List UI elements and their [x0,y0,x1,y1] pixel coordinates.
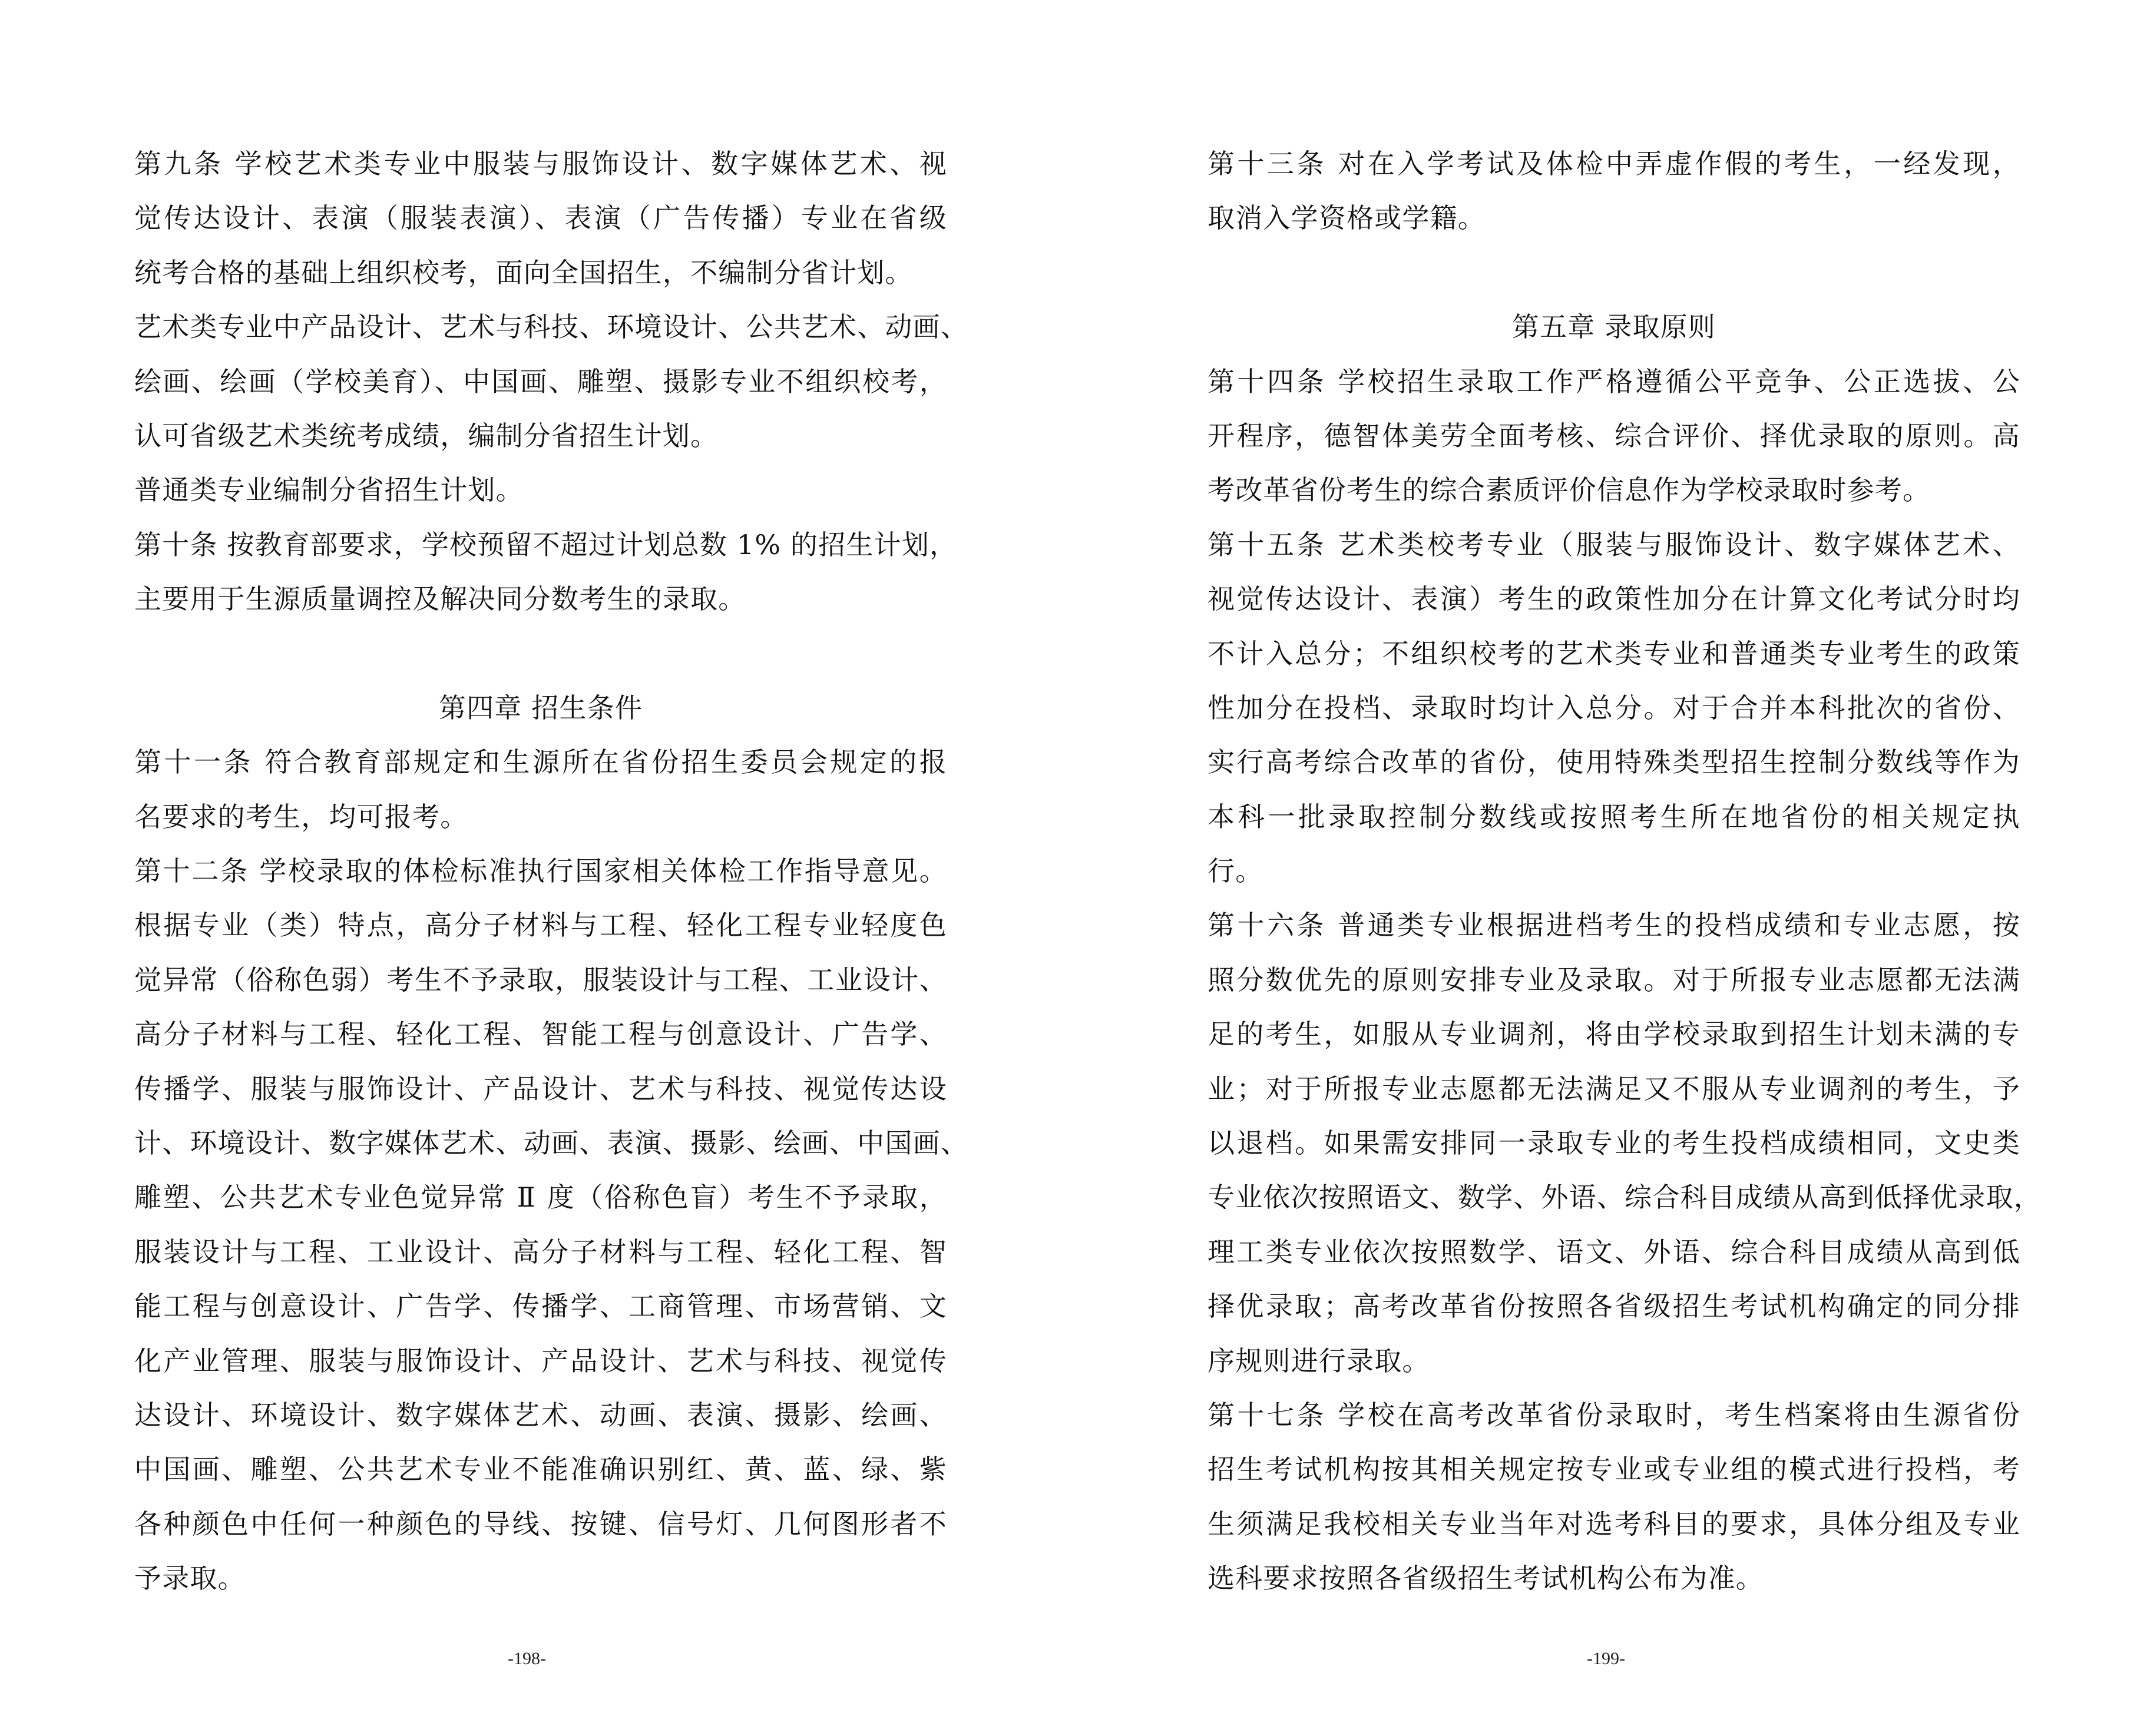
page-number: -199- [1587,1649,1625,1668]
article-paragraph [1208,1388,2020,1606]
article-paragraph [134,300,968,463]
section-gap [134,627,947,681]
article-paragraph [134,735,947,844]
text-line: 雕塑、公共艺术专业色觉异常 Ⅱ 度（俗称色盲）考生不予录取， [134,1181,947,1214]
right-page-body [1208,137,2042,1606]
text-line: 择优录取；高考改革省份按照各省级招生考试机构确定的同分排 [1208,1290,2020,1323]
text-line: 计、环境设计、数字媒体艺术、动画、表演、摄影、绘画、中国画、 [134,1127,968,1159]
text-line: 名要求的考生，均可报考。 [134,800,468,833]
text-line: 传播学、服装与服饰设计、产品设计、艺术与科技、视觉传达设 [134,1072,947,1105]
article-paragraph [134,463,947,517]
chapter-heading: 第五章 录取原则 [1511,311,1716,343]
text-line: 招生考试机构按其相关规定按专业或专业组的模式进行投档，考 [1208,1453,2020,1486]
chapter-heading: 第四章 招生条件 [438,691,643,724]
text-line: 觉传达设计、表演（服装表演）、表演（广告传播）专业在省级 [134,202,947,234]
article-paragraph [134,518,958,627]
text-line: 开程序，德智体美劳全面考核、综合评价、择优录取的原则。高 [1208,419,2020,452]
text-line: 第十三条 对在入学考试及体检中弄虚作假的考生，一经发现， [1208,148,2020,180]
article-paragraph [1208,518,2020,899]
text-line: 照分数优先的原则安排专业及录取。对于所报专业志愿都无法满 [1208,963,2020,996]
text-line: 根据专业（类）特点，高分子材料与工程、轻化工程专业轻度色 [134,909,947,942]
text-line: 达设计、环境设计、数字媒体艺术、动画、表演、摄影、绘画、 [134,1399,947,1431]
text-line: 能工程与创意设计、广告学、传播学、工商管理、市场营销、文 [134,1290,947,1323]
text-line: 高分子材料与工程、轻化工程、智能工程与创意设计、广告学、 [134,1018,947,1051]
text-line: 性加分在投档、录取时均计入总分。对于合并本科批次的省份、 [1208,691,2020,724]
text-line: 考改革省份考生的综合素质评价信息作为学校录取时参考。 [1208,474,1931,506]
text-line: 觉异常（俗称色弱）考生不予录取，服装设计与工程、工业设计、 [134,963,947,996]
text-line: 专业依次按照语文、数学、外语、综合科目成绩从高到低择优录取， [1208,1181,2042,1214]
section-gap [1208,246,2020,300]
article-paragraph [134,137,947,300]
text-line: 行。 [1208,855,1263,887]
text-line: 第十五条 艺术类校考专业（服装与服饰设计、数字媒体艺术、 [1208,528,2020,561]
text-line: 普通类专业编制分省招生计划。 [134,474,524,506]
text-line: 第十七条 学校在高考改革省份录取时，考生档案将由生源省份 [1208,1399,2020,1431]
text-line: 第九条 学校艺术类专业中服装与服饰设计、数字媒体艺术、视 [134,148,947,180]
text-line: 中国画、雕塑、公共艺术专业不能准确识别红、黄、蓝、绿、紫 [134,1453,947,1486]
left-page [0,0,1068,1736]
text-line: 认可省级艺术类统考成绩，编制分省招生计划。 [134,419,719,452]
right-page [1068,0,2137,1736]
left-page-body [134,137,968,1606]
text-line: 序规则进行录取。 [1208,1344,1430,1377]
text-line: 视觉传达设计、表演）考生的政策性加分在计算文化考试分时均 [1208,583,2020,615]
article-paragraph [1208,137,2020,246]
text-line: 第十条 按教育部要求，学校预留不超过计划总数 1% 的招生计划， [134,528,958,561]
text-line: 服装设计与工程、工业设计、高分子材料与工程、轻化工程、智 [134,1235,947,1268]
text-line: 以退档。如果需安排同一录取专业的考生投档成绩相同，文史类 [1208,1127,2020,1159]
article-paragraph [134,844,968,1605]
text-line: 理工类专业依次按照数学、语文、外语、综合科目成绩从高到低 [1208,1235,2020,1268]
text-line: 主要用于生源质量调控及解决同分数考生的录取。 [134,583,746,615]
text-line: 艺术类专业中产品设计、艺术与科技、环境设计、公共艺术、动画、 [134,311,968,343]
article-paragraph [1208,355,2020,518]
text-line: 第十二条 学校录取的体检标准执行国家相关体检工作指导意见。 [134,855,947,887]
text-line: 本科一批录取控制分数线或按照考生所在地省份的相关规定执 [1208,800,2020,833]
text-line: 生须满足我校相关专业当年对选考科目的要求，具体分组及专业 [1208,1508,2020,1540]
text-line: 选科要求按照各省级招生考试机构公布为准。 [1208,1562,1764,1595]
text-line: 取消入学资格或学籍。 [1208,202,1486,234]
text-line: 绘画、绘画（学校美育）、中国画、雕塑、摄影专业不组织校考， [134,365,947,397]
text-line: 实行高考综合改革的省份，使用特殊类型招生控制分数线等作为 [1208,746,2020,778]
text-line: 第十四条 学校招生录取工作严格遵循公平竞争、公正选拔、公 [1208,365,2020,397]
text-line: 第十六条 普通类专业根据进档考生的投档成绩和专业志愿，按 [1208,909,2020,942]
text-line: 予录取。 [134,1562,246,1595]
text-line: 化产业管理、服装与服饰设计、产品设计、艺术与科技、视觉传 [134,1344,947,1377]
article-paragraph [1208,898,2042,1388]
text-line: 各种颜色中任何一种颜色的导线、按键、信号灯、几何图形者不 [134,1508,947,1540]
text-line: 业；对于所报专业志愿都无法满足又不服从专业调剂的考生，予 [1208,1072,2020,1105]
text-line: 足的考生，如服从专业调剂，将由学校录取到招生计划未满的专 [1208,1018,2020,1051]
text-line: 不计入总分；不组织校考的艺术类专业和普通类专业考生的政策 [1208,637,2020,670]
text-line: 统考合格的基础上组织校考，面向全国招生，不编制分省计划。 [134,256,913,289]
page-number: -198- [508,1649,546,1668]
text-line: 第十一条 符合教育部规定和生源所在省份招生委员会规定的报 [134,746,947,778]
